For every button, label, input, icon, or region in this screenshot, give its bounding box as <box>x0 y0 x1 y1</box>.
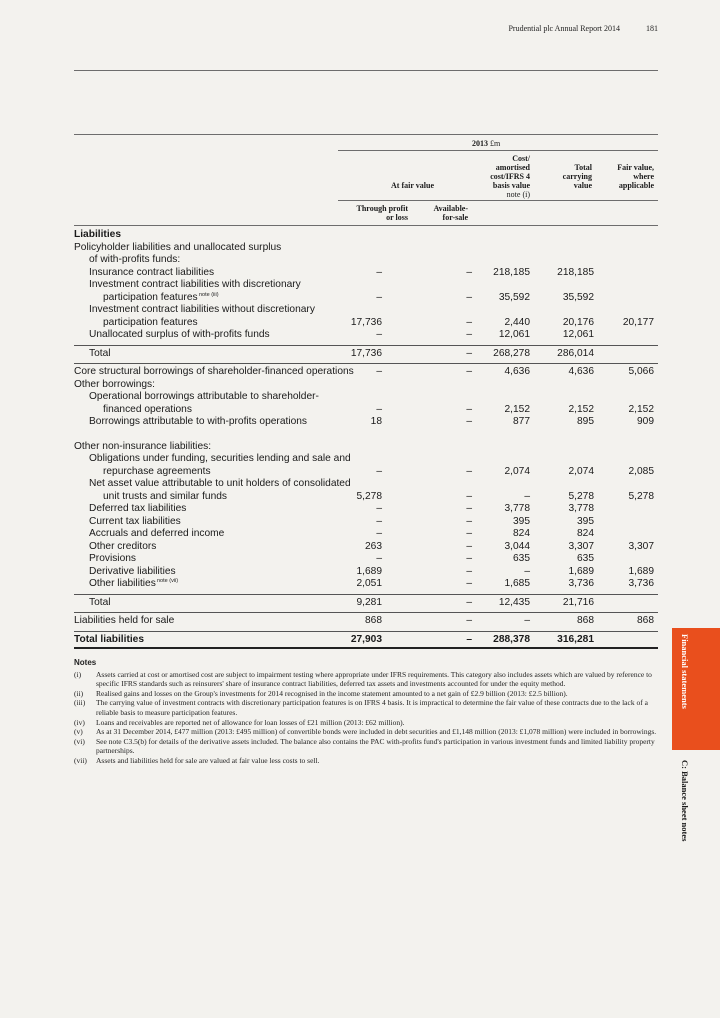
cell-value: 268,278 <box>493 347 530 359</box>
cell-value: 3,736 <box>568 578 594 589</box>
row-label: Operational borrowings attributable to shareholder- <box>89 391 319 402</box>
cell-value: 5,066 <box>628 366 654 377</box>
table-row <box>74 615 658 627</box>
row-label: Investment contract liabilities without discretionary <box>89 304 315 315</box>
cell-value: – <box>376 528 382 539</box>
table-row <box>74 491 658 503</box>
col-at-fair-value: At fair value <box>391 181 434 190</box>
cell-value: 395 <box>577 515 594 527</box>
cell-value: 3,044 <box>504 540 530 552</box>
table-row <box>74 528 658 540</box>
row-label: Total <box>89 347 111 359</box>
cell-value: 2,074 <box>568 465 594 477</box>
cell-value: 4,636 <box>504 366 530 377</box>
row-rule <box>74 612 658 613</box>
table-row <box>74 416 658 428</box>
row-label: Insurance contract liabilities <box>89 266 215 278</box>
cell-value: 18 <box>370 416 382 427</box>
table-row <box>74 254 658 266</box>
col-cost: Cost/ amortised cost/IFRS 4 basis value note (i) <box>490 154 530 199</box>
row-label: of with-profits funds: <box>89 254 181 265</box>
table-row <box>74 317 658 329</box>
note-number: (ii) <box>74 688 84 698</box>
row-label: Borrowings attributable to with-profits operations <box>89 416 308 427</box>
cell-value: 35,592 <box>498 291 530 303</box>
note-text: Assets and liabilities held for sale are valued at fair value less costs to sell. <box>96 755 320 765</box>
table-bottom-rule <box>74 647 658 649</box>
cell-value: – <box>466 316 472 328</box>
row-label: Current tax liabilities <box>89 515 181 527</box>
cell-value: 5,278 <box>568 490 594 502</box>
note-number: (i) <box>74 669 82 679</box>
row-label: Other borrowings: <box>74 378 155 390</box>
cell-value: 868 <box>637 615 654 626</box>
cell-value: 17,736 <box>350 347 382 359</box>
cell-value: – <box>466 565 472 577</box>
cell-value: – <box>376 403 382 415</box>
cell-value: 12,061 <box>562 329 594 340</box>
cell-value: 395 <box>513 515 530 527</box>
cell-value: – <box>376 329 382 340</box>
cell-value: 4,636 <box>568 366 594 377</box>
cell-value: 35,592 <box>562 291 594 303</box>
note-item <box>74 689 664 699</box>
report-title: Prudential plc Annual Report 2014 <box>508 24 620 33</box>
cell-value: – <box>466 633 472 645</box>
table-row <box>74 329 658 341</box>
note-item <box>74 756 664 766</box>
note-item <box>74 727 664 737</box>
table-row <box>74 597 658 609</box>
cell-value: – <box>466 291 472 303</box>
table-row: participation features note (iii) – – 35,592 35,592 <box>103 291 594 303</box>
cell-value: 218,185 <box>557 266 594 278</box>
cell-value: 316,281 <box>557 633 594 645</box>
table-row <box>74 453 658 465</box>
row-label: participation features <box>103 316 198 328</box>
cell-value: – <box>466 490 472 502</box>
note-item <box>74 670 664 689</box>
table-row <box>74 379 658 391</box>
row-label: Other liabilities <box>89 578 156 589</box>
table-row <box>74 267 658 279</box>
table-row <box>74 541 658 553</box>
cell-value: 1,689 <box>628 565 654 577</box>
cell-value: 868 <box>577 615 594 626</box>
cell-value: 2,440 <box>504 316 530 328</box>
note-number: (vi) <box>74 736 85 746</box>
cell-value: 9,281 <box>356 596 382 608</box>
cell-value: – <box>466 503 472 514</box>
cell-value: – <box>376 503 382 514</box>
period-rule <box>338 150 658 151</box>
table-top-rule <box>74 134 658 135</box>
cell-value: – <box>466 578 472 589</box>
table-row <box>74 516 658 528</box>
note-number: (iii) <box>74 698 86 708</box>
cell-value: 2,152 <box>504 403 530 415</box>
cell-value: 877 <box>513 416 530 427</box>
cell-value: 1,689 <box>568 565 594 577</box>
notes-section <box>74 658 664 766</box>
cell-value: 3,736 <box>628 578 654 589</box>
row-label: Net asset value attributable to unit holders of consolidated <box>89 478 351 489</box>
row-label: Total liabilities <box>74 633 145 645</box>
cell-value: 868 <box>365 615 382 626</box>
row-label: repurchase agreements <box>103 465 211 477</box>
header-rule <box>74 70 658 71</box>
cell-value: 21,716 <box>562 596 594 608</box>
row-label: Accruals and deferred income <box>89 528 225 539</box>
cell-value: – <box>466 528 472 539</box>
cell-value: 288,378 <box>493 633 530 645</box>
table-row <box>74 242 658 254</box>
row-label: Provisions <box>89 553 136 564</box>
col-available-for-sale: Available- for-sale <box>433 204 468 222</box>
note-item <box>74 737 664 756</box>
cell-value: 286,014 <box>557 347 594 359</box>
table-row <box>74 391 658 403</box>
cell-value: 824 <box>513 528 530 539</box>
row-label: Total <box>89 596 111 608</box>
note-item <box>74 698 664 717</box>
table-row <box>74 634 658 646</box>
cell-value: – <box>466 465 472 477</box>
cell-value: – <box>524 615 530 626</box>
note-text: The carrying value of investment contracts with discretionary participation features is on IFRS 4 basis. It is impractical to determine the fair value of these contracts due to the lack of a reliable basis to measure participation features. <box>96 698 648 717</box>
cell-value: – <box>466 266 472 278</box>
note-item <box>74 718 664 728</box>
cell-value: 1,685 <box>504 578 530 589</box>
cell-value: – <box>466 615 472 626</box>
period-heading <box>472 139 500 148</box>
note-text: Realised gains and losses on the Group's investments for 2014 recognised in the income statement amounted to a net gain of £2.9 billion (2013: £2.5 billion). <box>96 688 568 698</box>
row-label: Derivative liabilities <box>89 565 176 577</box>
financial-statements-tab-label: Financial statements <box>680 634 690 709</box>
cell-value: 635 <box>577 553 594 564</box>
cell-value: 17,736 <box>350 316 382 328</box>
row-label: financed operations <box>103 403 192 415</box>
row-label: Core structural borrowings of shareholder-financed operations <box>74 366 354 377</box>
col-fair-value: Fair value, where applicable <box>617 163 654 190</box>
cell-value: – <box>376 515 382 527</box>
notes-list <box>74 670 664 766</box>
cell-value: 2,051 <box>356 578 382 589</box>
row-label: Unallocated surplus of with-profits funds <box>89 329 270 340</box>
row-rule <box>74 345 658 346</box>
row-label: Other creditors <box>89 540 157 552</box>
row-label: Liabilities <box>74 229 121 240</box>
cell-value: 635 <box>513 553 530 564</box>
cell-value: 3,307 <box>628 540 654 552</box>
cell-value: 2,085 <box>628 465 654 477</box>
row-label: unit trusts and similar funds <box>103 490 228 502</box>
cell-value: – <box>524 490 530 502</box>
cell-value: 2,152 <box>628 403 654 415</box>
cell-value: 3,778 <box>568 503 594 514</box>
cell-value: 263 <box>365 540 382 552</box>
cell-value: – <box>376 553 382 564</box>
cell-value: – <box>466 366 472 377</box>
period-year: 2013 <box>472 139 488 148</box>
cell-value: – <box>466 403 472 415</box>
table-row <box>74 503 658 515</box>
cell-value: 27,903 <box>350 633 382 645</box>
table-row <box>74 304 658 316</box>
cell-value: 20,176 <box>562 316 594 328</box>
cell-value: – <box>466 596 472 608</box>
row-label: Obligations under funding, securities lending and sale and <box>89 453 351 464</box>
note-text: Loans and receivables are reported net of allowance for loan losses of £21 million (2013: £62 million). <box>96 717 405 727</box>
table-row <box>74 566 658 578</box>
row-rule <box>74 594 658 595</box>
cell-value: 5,278 <box>628 490 654 502</box>
table-row <box>74 553 658 565</box>
table-row <box>74 366 658 378</box>
table-row <box>74 441 658 453</box>
cell-value: – <box>466 553 472 564</box>
cell-value: 2,074 <box>504 465 530 477</box>
cell-value: – <box>376 465 382 477</box>
page-number: 181 <box>646 24 658 33</box>
header-mid-rule <box>338 200 658 201</box>
note-number: (vii) <box>74 755 87 765</box>
col-total-carrying: Total carrying value <box>562 163 592 190</box>
note-text: Assets carried at cost or amortised cost are subject to impairment testing where appropriate under IFRS requirements. This category also includes assets which are valued by reference to specific IFRS standards such as reinsurers' share of insurance contract liabilities, deferred tax assets and investments accounted for under the equity method. <box>96 669 652 689</box>
header-bottom-rule <box>74 225 658 226</box>
col-through-profit: Through profit or loss <box>356 204 408 222</box>
cell-value: – <box>376 266 382 278</box>
table-row <box>74 279 658 291</box>
table-row: Other liabilities note (vii) 2,051 – 1,685 3,736 3,736 <box>89 578 654 589</box>
cell-value: 20,177 <box>622 316 654 328</box>
period-unit: £m <box>490 139 501 148</box>
table-row <box>74 404 658 416</box>
table-row <box>74 478 658 490</box>
row-rule <box>74 631 658 632</box>
row-label: Deferred tax liabilities <box>89 503 187 514</box>
cell-value: 895 <box>577 416 594 427</box>
cell-value: 824 <box>577 528 594 539</box>
cell-value: – <box>466 347 472 359</box>
note-text: As at 31 December 2014, £477 million (2013: £495 million) of convertible bonds were included in debt securities and £1,148 million (2013: £1,078 million) were included in borrowings. <box>96 727 657 737</box>
table-row <box>74 466 658 478</box>
cell-value: 3,778 <box>504 503 530 514</box>
cell-value: 1,689 <box>356 565 382 577</box>
cell-value: – <box>466 416 472 427</box>
cell-value: – <box>466 329 472 340</box>
cell-value: 12,435 <box>498 596 530 608</box>
row-rule <box>74 363 658 364</box>
note-text: See note C3.5(b) for details of the derivative assets included. The balance also contains the PAC with-profits fund's participation in various investment funds and limited liability property partnerships. <box>96 736 655 756</box>
cell-value: 2,152 <box>568 403 594 415</box>
cell-value: – <box>466 540 472 552</box>
cell-value: – <box>376 291 382 303</box>
cell-value: 218,185 <box>493 266 530 278</box>
row-label: Liabilities held for sale <box>74 615 175 626</box>
cell-value: – <box>524 565 530 577</box>
note-number: (iv) <box>74 717 85 727</box>
table-row <box>74 348 658 360</box>
row-label: Other non-insurance liabilities: <box>74 440 212 452</box>
cell-value: 909 <box>637 416 654 427</box>
cell-value: 12,061 <box>498 329 530 340</box>
section-tab-label: C: Balance sheet notes <box>680 760 690 842</box>
table-row <box>74 229 658 241</box>
row-label: Policyholder liabilities and unallocated surplus <box>74 241 282 253</box>
row-label: Investment contract liabilities with discretionary <box>89 279 301 290</box>
cell-value: – <box>376 366 382 377</box>
cell-value: 5,278 <box>356 490 382 502</box>
cell-value: 3,307 <box>568 540 594 552</box>
cell-value: – <box>466 515 472 527</box>
note-number: (v) <box>74 727 83 737</box>
notes-title: Notes <box>74 658 97 667</box>
col-cost-note: note (i) <box>506 190 530 199</box>
row-label: participation features <box>103 291 198 303</box>
page-header <box>508 24 658 33</box>
